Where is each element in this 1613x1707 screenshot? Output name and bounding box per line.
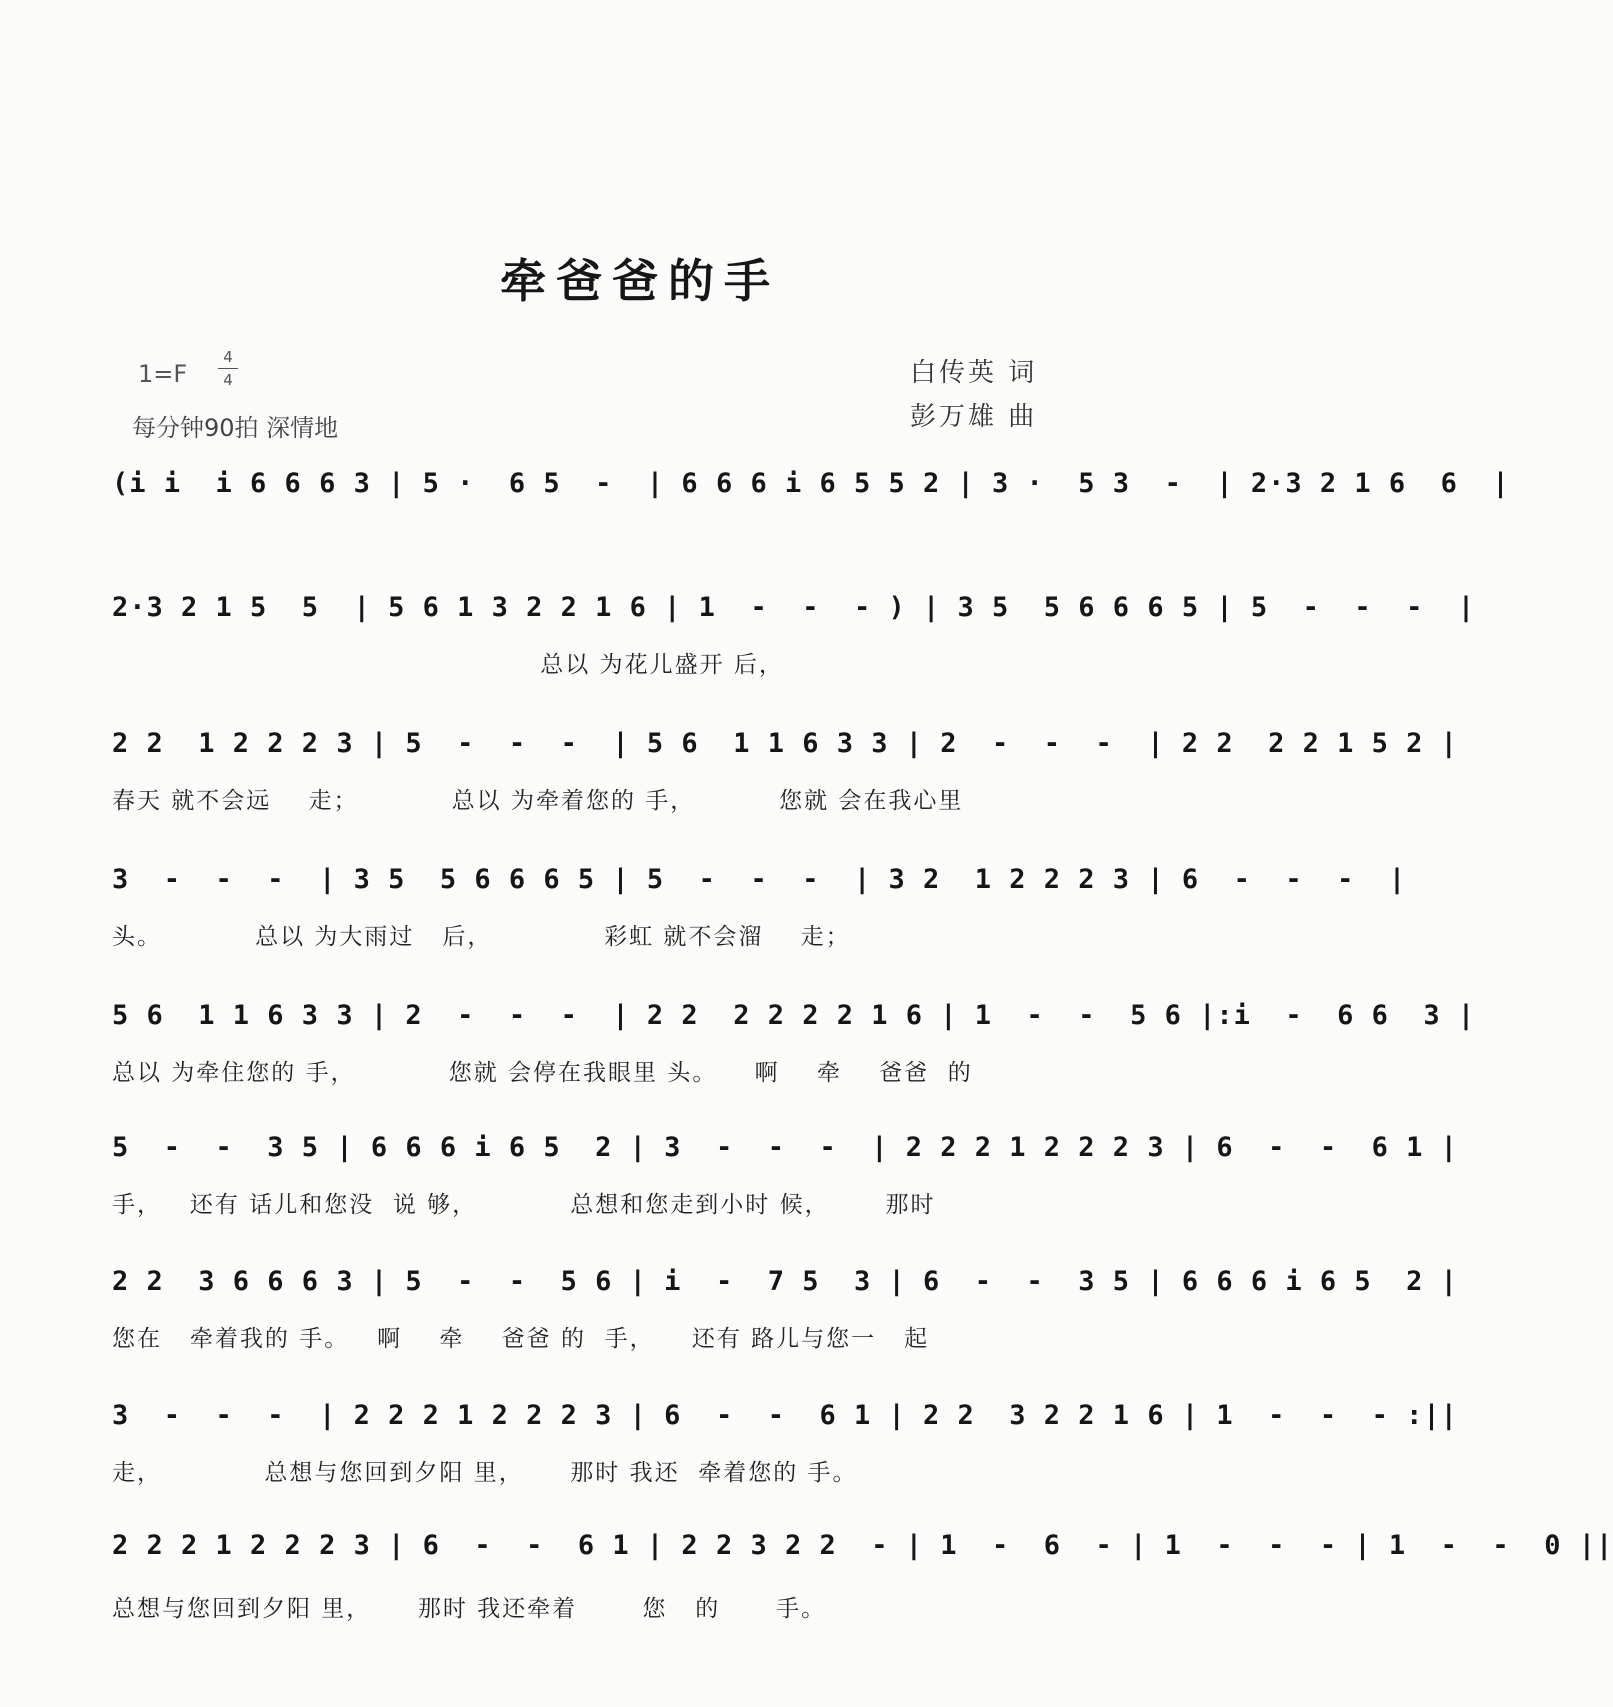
time-signature-divider [218,368,238,369]
notation-row: 2 2 1 2 2 2 3 | 5 - - - | 5 6 1 1 6 3 3 | 2 - - - | 2 2 2 2 1 5 2 | [112,728,1458,759]
notation-row: 5 6 1 1 6 3 3 | 2 - - - | 2 2 2 2 2 2 1 6 | 1 - - 5 6 |:i - 6 6 3 | [112,1000,1476,1031]
time-signature [218,348,238,389]
tempo-marking: 每分钟90拍 深情地 [132,414,339,442]
notation-row: 2 2 2 1 2 2 2 3 | 6 - - 6 1 | 2 2 3 2 2 - | 1 - 6 - | 1 - - - | 1 - - 0 || [112,1530,1613,1561]
notation-row: 3 - - - | 3 5 5 6 6 6 5 | 5 - - - | 3 2 1 2 2 2 3 | 6 - - - | [112,864,1407,895]
composer-credit: 彭万雄 曲 [910,402,1038,432]
song-title: 牵爸爸的手 [500,254,780,308]
notation-row: 5 - - 3 5 | 6 6 6 i 6 5 2 | 3 - - - | 2 2 2 1 2 2 2 3 | 6 - - 6 1 | [112,1132,1458,1163]
lyricist-credit: 白传英 词 [910,358,1038,388]
lyrics-row: 头。 总以 为大雨过 后， 彩虹 就不会溜 走； [112,924,851,950]
lyrics-row: 您在 牵着我的 手。 啊 牵 爸爸 的 手， 还有 路儿与您一 起 [112,1326,930,1352]
notation-row: 3 - - - | 2 2 2 1 2 2 2 3 | 6 - - 6 1 | 2 2 3 2 2 1 6 | 1 - - - :|| [112,1400,1458,1431]
lyrics-row: 走， 总想与您回到夕阳 里， 那时 我还 牵着您的 手。 [112,1460,858,1486]
notation-row: 2·3 2 1 5 5 | 5 6 1 3 2 2 1 6 | 1 - - - ) | 3 5 5 6 6 6 5 | 5 - - - | [112,592,1476,623]
time-signature-top: 4 [223,348,233,366]
time-signature-bottom: 4 [223,371,233,389]
lyrics-row: 手， 还有 话儿和您没 说 够， 总想和您走到小时 候， 那时 [112,1192,936,1218]
lyrics-row: 总以 为花儿盛开 后， [112,652,784,678]
key-signature: 1=F [138,360,188,388]
lyrics-row: 总想与您回到夕阳 里， 那时 我还牵着 您 的 手。 [112,1596,827,1622]
notation-row: (i i i 6 6 6 3 | 5 · 6 5 - | 6 6 6 i 6 5 5 2 | 3 · 5 3 - | 2·3 2 1 6 6 | [112,468,1510,499]
lyrics-row: 春天 就不会远 走； 总以 为牵着您的 手， 您就 会在我心里 [112,788,964,814]
lyrics-row: 总以 为牵住您的 手， 您就 会停在我眼里 头。 啊 牵 爸爸 的 [112,1060,973,1086]
notation-row: 2 2 3 6 6 6 3 | 5 - - 5 6 | i - 7 5 3 | 6 - - 3 5 | 6 6 6 i 6 5 2 | [112,1266,1458,1297]
